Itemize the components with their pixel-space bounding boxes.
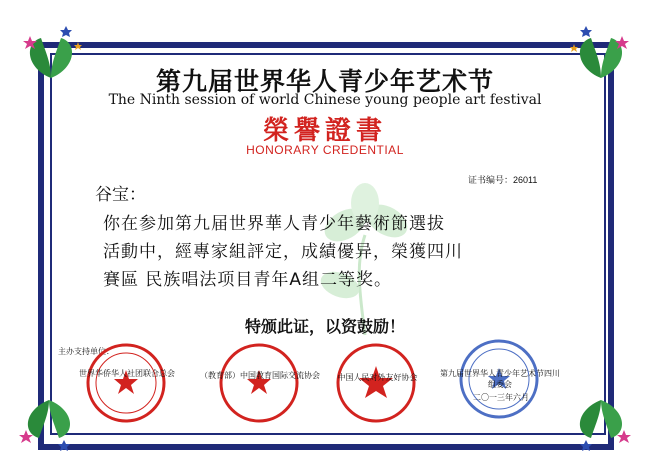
festival-title-english: The Ninth session of world Chinese young people art festival [108, 92, 542, 108]
certificate-number: 证书编号：26011 [468, 175, 538, 185]
org-name: 第九届世界华人青少年艺术节四川组委会 [440, 369, 560, 389]
hosts-label: 主办支持单位： [58, 347, 114, 356]
certificate-heading-chinese: 榮譽證書 [262, 116, 387, 146]
certificate-heading-english: HONORARY CREDENTIAL [246, 143, 404, 157]
org-name: （教育部）中国教育国际交流协会 [200, 371, 320, 380]
issue-date: 二〇一三年六月 [473, 393, 529, 402]
friendship-association-seal [335, 342, 417, 424]
org-name: 世界华侨华人社团联合总会 [79, 369, 175, 378]
closing-statement: 特颁此证，以资鼓励！ [244, 317, 405, 336]
corner-ornament-icon [14, 388, 84, 458]
education-exchange-seal [218, 342, 300, 424]
award-statement-line: 活動中，經專家組評定，成績優异，榮獲四川 [103, 242, 463, 262]
corner-ornament-icon [566, 388, 636, 458]
festival-title-chinese: 第九届世界华人青少年艺术节 [155, 67, 494, 96]
org-name: 中国人民对外友好协会 [337, 373, 418, 382]
recipient-name: 谷宝： [95, 185, 146, 205]
overseas-chinese-federation-seal [85, 342, 167, 424]
award-statement [103, 210, 573, 294]
award-statement-line: 賽區 民族唱法项目青年A组二等奖。 [103, 270, 393, 290]
award-statement-line: 你在参加第九届世界華人青少年藝術節選拔 [103, 214, 445, 234]
